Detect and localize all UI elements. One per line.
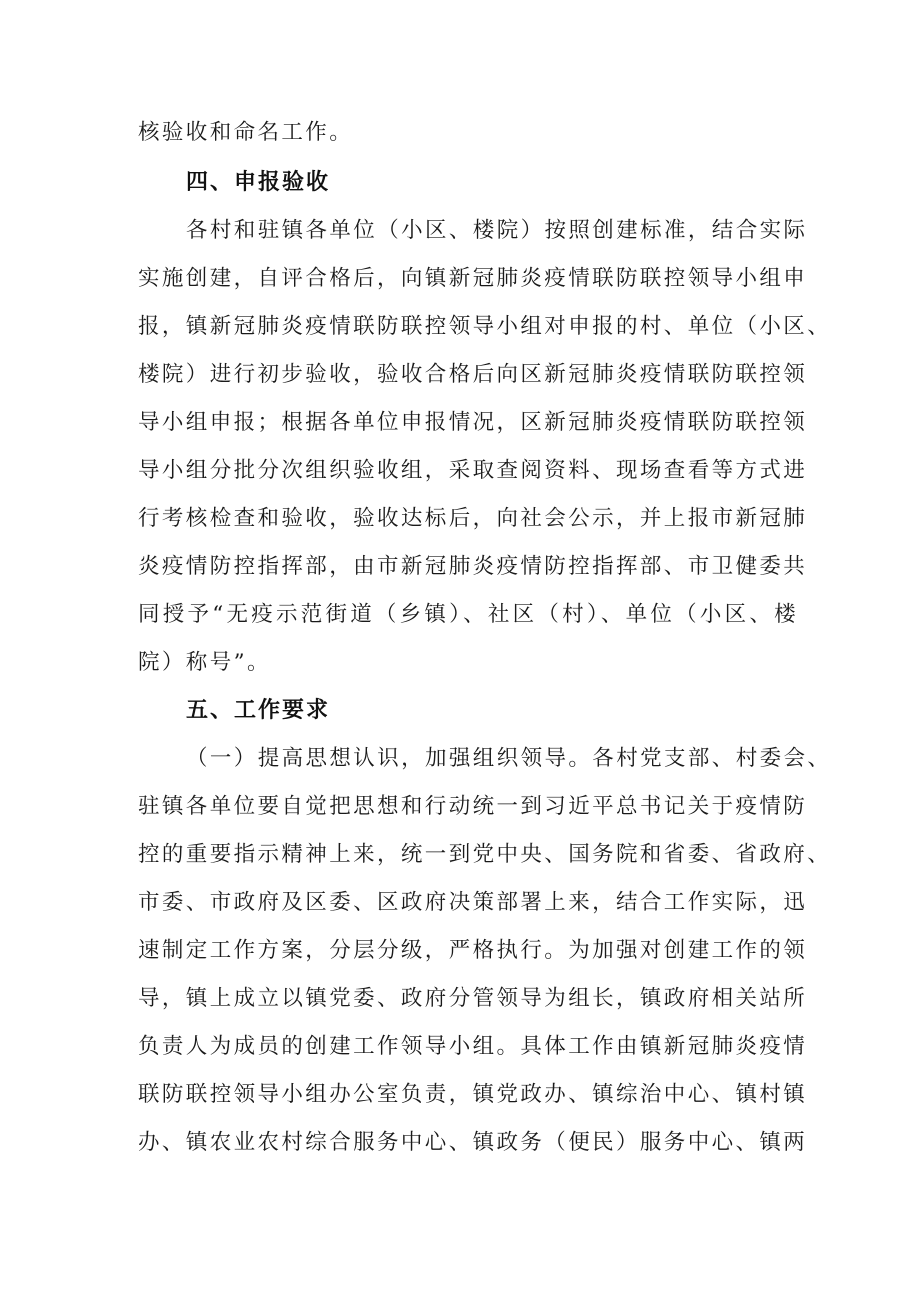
body-text-line: 导小组申报；根据各单位申报情况，区新冠肺炎疫情联防联控领 — [138, 410, 808, 435]
body-text-line: 行考核检查和验收，验收达标后，向社会公示，并上报市新冠肺 — [138, 506, 808, 531]
body-text-line: 炎疫情防控指挥部，由市新冠肺炎疫情防控指挥部、市卫健委共 — [138, 554, 808, 579]
body-text-line: 导小组分批分次组织验收组，采取查阅资料、现场查看等方式进 — [138, 458, 808, 483]
body-text-line: 市委、市政府及区委、区政府决策部署上来，结合工作实际，迅 — [138, 890, 808, 915]
section-heading-4: 四、申报验收 — [186, 170, 331, 195]
body-text-line: 各村和驻镇各单位（小区、楼院）按照创建标准，结合实际 — [186, 218, 808, 243]
body-text-line: 控的重要指示精神上来，统一到党中央、国务院和省委、省政府、 — [138, 842, 832, 867]
body-text-line: 驻镇各单位要自觉把思想和行动统一到习近平总书记关于疫情防 — [138, 794, 808, 819]
body-text-line: 实施创建，自评合格后，向镇新冠肺炎疫情联防联控领导小组申 — [138, 266, 808, 291]
body-text-line: 院）称号”。 — [138, 650, 271, 675]
body-text-line: 导，镇上成立以镇党委、政府分管领导为组长，镇政府相关站所 — [138, 986, 808, 1011]
body-text-line: 速制定工作方案，分层分级，严格执行。为加强对创建工作的领 — [138, 938, 808, 963]
body-text-line: 同授予“无疫示范街道（乡镇）、社区（村）、单位（小区、楼 — [138, 602, 798, 627]
section-heading-5: 五、工作要求 — [186, 698, 331, 723]
body-text-line: 核验收和命名工作。 — [138, 120, 354, 145]
body-text-line: （一）提高思想认识，加强组织领导。各村党支部、村委会、 — [186, 746, 832, 771]
body-text-line: 负责人为成员的创建工作领导小组。具体工作由镇新冠肺炎疫情 — [138, 1034, 808, 1059]
body-text-line: 办、镇农业农村综合服务中心、镇政务（便民）服务中心、镇两 — [138, 1130, 808, 1155]
body-text-line: 报，镇新冠肺炎疫情联防联控领导小组对申报的村、单位（小区、 — [138, 314, 832, 339]
body-text-line: 联防联控领导小组办公室负责，镇党政办、镇综治中心、镇村镇 — [138, 1082, 808, 1107]
body-text-line: 楼院）进行初步验收，验收合格后向区新冠肺炎疫情联防联控领 — [138, 362, 808, 387]
